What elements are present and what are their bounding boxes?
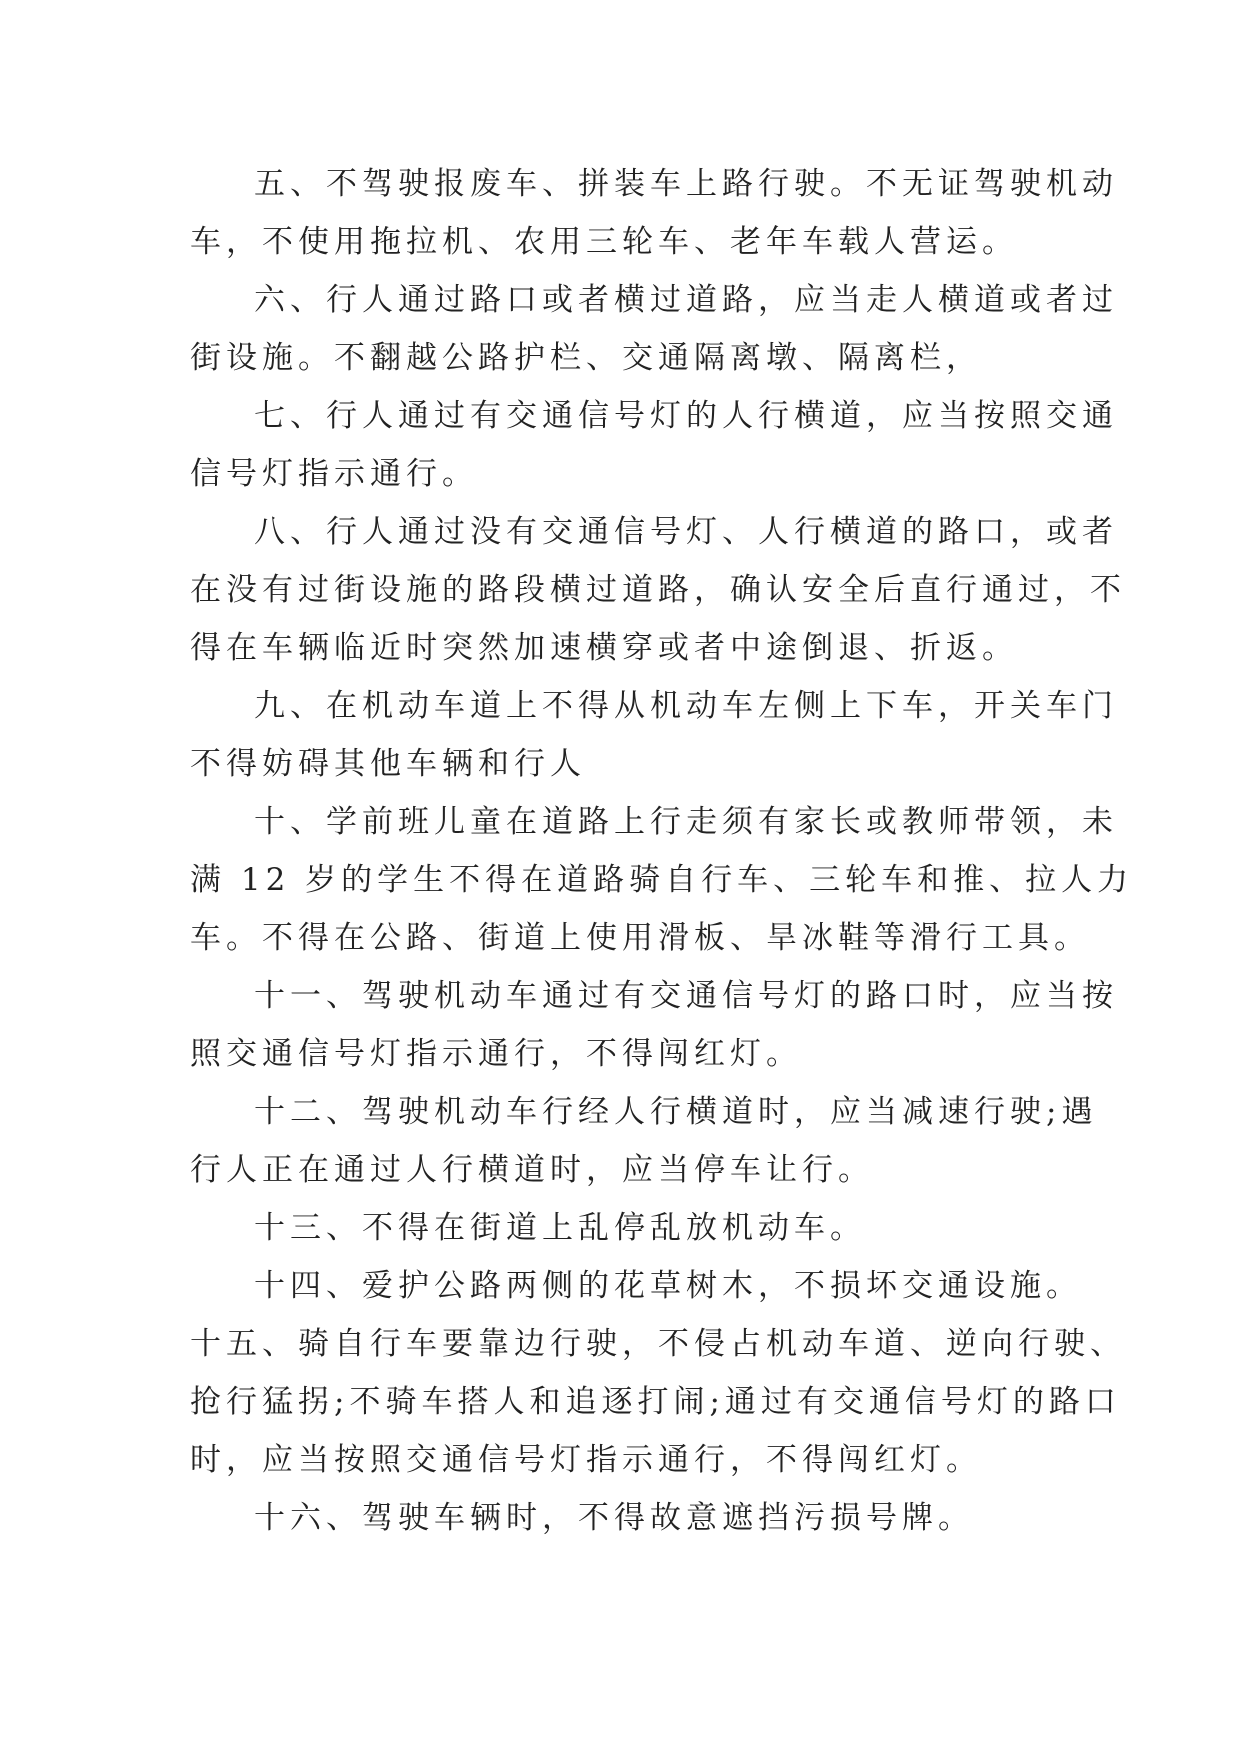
paragraph-7 [190,387,1118,503]
paragraph-line: 五、不驾驶报废车、拼装车上路行驶。不无证驾驶机动 [254,166,1118,202]
paragraph-line: 十六、驾驶车辆时，不得故意遮挡污损号牌。 [254,1500,974,1536]
paragraph-16 [190,1489,1070,1547]
paragraph-line: 十二、驾驶机动车行经人行横道时，应当减速行驶;遇 [254,1094,1098,1130]
paragraph-line: 在没有过街设施的路段横过道路，确认安全后直行通过，不 [190,572,1126,608]
paragraph-line: 车，不使用拖拉机、农用三轮车、老年车载人营运。 [190,224,1018,260]
paragraph-5 [190,155,1118,271]
document-body [190,155,1134,1547]
paragraph-14-15 [190,1257,1126,1489]
paragraph-line: 抢行猛拐;不骑车搭人和追逐打闹;通过有交通信号灯的路口 [190,1384,1121,1420]
paragraph-line: 行人正在通过人行横道时，应当停车让行。 [190,1152,874,1188]
paragraph-13 [190,1199,1070,1257]
paragraph-10 [190,793,1134,967]
paragraph-line: 七、行人通过有交通信号灯的人行横道，应当按照交通 [254,398,1118,434]
paragraph-8 [190,503,1126,677]
paragraph-line: 信号灯指示通行。 [190,456,478,492]
paragraph-line: 十三、不得在街道上乱停乱放机动车。 [254,1210,866,1246]
paragraph-line: 照交通信号灯指示通行，不得闯红灯。 [190,1036,802,1072]
paragraph-line: 十五、骑自行车要靠边行驶，不侵占机动车道、逆向行驶、 [190,1326,1126,1362]
paragraph-line: 十四、爱护公路两侧的花草树木，不损坏交通设施。 [254,1268,1082,1304]
paragraph-line: 得在车辆临近时突然加速横穿或者中途倒退、折返。 [190,630,1018,666]
paragraph-11 [190,967,1118,1083]
paragraph-line: 九、在机动车道上不得从机动车左侧上下车，开关车门 [254,688,1118,724]
paragraph-line: 时，应当按照交通信号灯指示通行，不得闯红灯。 [190,1442,982,1478]
paragraph-12 [190,1083,1098,1199]
paragraph-line: 六、行人通过路口或者横过道路，应当走人横道或者过 [254,282,1118,318]
paragraph-line: 街设施。不翻越公路护栏、交通隔离墩、隔离栏， [190,340,982,376]
paragraph-line: 十一、驾驶机动车通过有交通信号灯的路口时，应当按 [254,978,1118,1014]
paragraph-line: 满 12 岁的学生不得在道路骑自行车、三轮车和推、拉人力 [190,862,1134,898]
paragraph-line: 十、学前班儿童在道路上行走须有家长或教师带领，未 [254,804,1118,840]
paragraph-line: 不得妨碍其他车辆和行人 [190,746,586,782]
paragraph-line: 车。不得在公路、街道上使用滑板、旱冰鞋等滑行工具。 [190,920,1090,956]
paragraph-6 [190,271,1118,387]
paragraph-9 [190,677,1118,793]
paragraph-line: 八、行人通过没有交通信号灯、人行横道的路口，或者 [254,514,1118,550]
